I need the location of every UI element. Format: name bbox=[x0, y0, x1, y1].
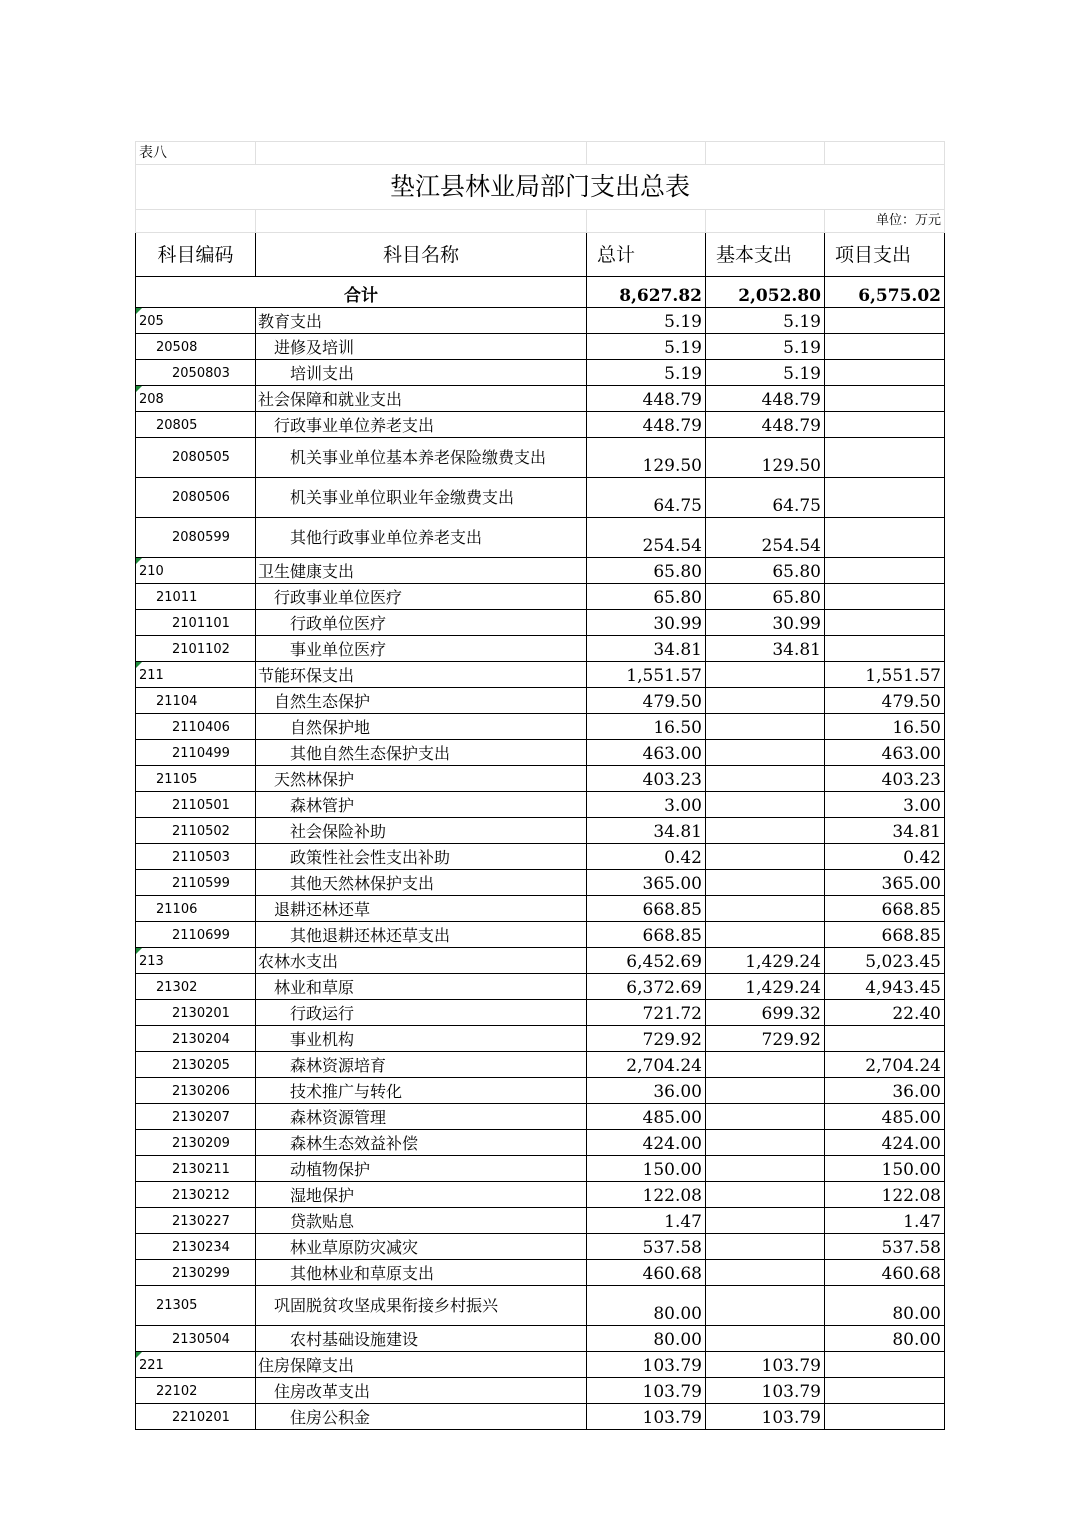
cell-marker bbox=[136, 386, 142, 392]
row-total: 34.81 bbox=[587, 818, 706, 844]
row-code: 21105 bbox=[136, 766, 256, 792]
row-project: 479.50 bbox=[825, 688, 945, 714]
row-total: 1,551.57 bbox=[587, 662, 706, 688]
table-row bbox=[136, 818, 945, 844]
row-name: 事业单位医疗 bbox=[256, 636, 587, 662]
row-name: 行政事业单位养老支出 bbox=[256, 412, 587, 438]
row-basic bbox=[706, 1104, 825, 1130]
row-basic: 5.19 bbox=[706, 334, 825, 360]
table-row bbox=[136, 922, 945, 948]
row-name: 巩固脱贫攻坚成果衔接乡村振兴 bbox=[256, 1286, 587, 1326]
table-row bbox=[136, 584, 945, 610]
row-project bbox=[825, 610, 945, 636]
row-basic: 5.19 bbox=[706, 308, 825, 334]
row-project: 668.85 bbox=[825, 896, 945, 922]
row-basic: 448.79 bbox=[706, 386, 825, 412]
row-basic: 34.81 bbox=[706, 636, 825, 662]
row-project bbox=[825, 412, 945, 438]
header-code: 科目编码 bbox=[136, 233, 256, 277]
row-basic bbox=[706, 714, 825, 740]
table-row bbox=[136, 1234, 945, 1260]
row-code: 2110502 bbox=[136, 818, 256, 844]
row-basic: 103.79 bbox=[706, 1352, 825, 1378]
row-project: 485.00 bbox=[825, 1104, 945, 1130]
row-project: 80.00 bbox=[825, 1326, 945, 1352]
row-code: 2080599 bbox=[136, 518, 256, 558]
header-basic: 基本支出 bbox=[706, 233, 825, 277]
row-name: 机关事业单位基本养老保险缴费支出 bbox=[256, 438, 587, 478]
table-row bbox=[136, 1104, 945, 1130]
table-row bbox=[136, 1352, 945, 1378]
row-total: 103.79 bbox=[587, 1352, 706, 1378]
table-row bbox=[136, 1052, 945, 1078]
row-code: 2130206 bbox=[136, 1078, 256, 1104]
row-project: 2,704.24 bbox=[825, 1052, 945, 1078]
row-project bbox=[825, 558, 945, 584]
row-project bbox=[825, 386, 945, 412]
row-name: 森林生态效益补偿 bbox=[256, 1130, 587, 1156]
row-code: 2110499 bbox=[136, 740, 256, 766]
row-project: 365.00 bbox=[825, 870, 945, 896]
table-row bbox=[136, 1326, 945, 1352]
table-row bbox=[136, 558, 945, 584]
row-project: 34.81 bbox=[825, 818, 945, 844]
row-project: 36.00 bbox=[825, 1078, 945, 1104]
row-name: 行政事业单位医疗 bbox=[256, 584, 587, 610]
row-project: 537.58 bbox=[825, 1234, 945, 1260]
spreadsheet-page bbox=[135, 141, 945, 1430]
row-basic: 1,429.24 bbox=[706, 974, 825, 1000]
header-row bbox=[136, 233, 945, 277]
row-name: 森林资源培育 bbox=[256, 1052, 587, 1078]
row-code: 2130204 bbox=[136, 1026, 256, 1052]
table-row bbox=[136, 948, 945, 974]
row-code: 2050803 bbox=[136, 360, 256, 386]
row-basic bbox=[706, 1286, 825, 1326]
row-name: 卫生健康支出 bbox=[256, 558, 587, 584]
table-row bbox=[136, 518, 945, 558]
row-total: 2,704.24 bbox=[587, 1052, 706, 1078]
row-name: 技术推广与转化 bbox=[256, 1078, 587, 1104]
row-name: 动植物保护 bbox=[256, 1156, 587, 1182]
row-basic: 5.19 bbox=[706, 360, 825, 386]
row-basic bbox=[706, 766, 825, 792]
row-name: 农村基础设施建设 bbox=[256, 1326, 587, 1352]
row-project bbox=[825, 438, 945, 478]
row-total: 1.47 bbox=[587, 1208, 706, 1234]
row-basic bbox=[706, 1208, 825, 1234]
row-total: 5.19 bbox=[587, 334, 706, 360]
row-basic bbox=[706, 1260, 825, 1286]
table-row bbox=[136, 412, 945, 438]
row-code: 221 bbox=[136, 1352, 256, 1378]
row-basic: 65.80 bbox=[706, 558, 825, 584]
table-row bbox=[136, 662, 945, 688]
row-project: 668.85 bbox=[825, 922, 945, 948]
row-code: 2110599 bbox=[136, 870, 256, 896]
row-code: 21104 bbox=[136, 688, 256, 714]
row-basic: 699.32 bbox=[706, 1000, 825, 1026]
row-code: 2101101 bbox=[136, 610, 256, 636]
table-row bbox=[136, 334, 945, 360]
header-name: 科目名称 bbox=[256, 233, 587, 277]
table-row bbox=[136, 714, 945, 740]
row-code: 213 bbox=[136, 948, 256, 974]
row-project: 122.08 bbox=[825, 1182, 945, 1208]
row-code: 2130234 bbox=[136, 1234, 256, 1260]
row-code: 2210201 bbox=[136, 1404, 256, 1430]
row-basic: 103.79 bbox=[706, 1378, 825, 1404]
row-total: 485.00 bbox=[587, 1104, 706, 1130]
table-row bbox=[136, 688, 945, 714]
row-code: 2110406 bbox=[136, 714, 256, 740]
row-basic bbox=[706, 792, 825, 818]
total-total: 8,627.82 bbox=[587, 277, 706, 308]
row-code: 21302 bbox=[136, 974, 256, 1000]
row-name: 林业草原防灾减灾 bbox=[256, 1234, 587, 1260]
row-code: 22102 bbox=[136, 1378, 256, 1404]
row-total: 36.00 bbox=[587, 1078, 706, 1104]
row-total: 6,452.69 bbox=[587, 948, 706, 974]
row-total: 150.00 bbox=[587, 1156, 706, 1182]
row-total: 365.00 bbox=[587, 870, 706, 896]
row-basic: 729.92 bbox=[706, 1026, 825, 1052]
header-project: 项目支出 bbox=[825, 233, 945, 277]
row-code: 2130227 bbox=[136, 1208, 256, 1234]
cell-marker bbox=[136, 558, 142, 564]
row-total: 668.85 bbox=[587, 896, 706, 922]
row-code: 2080505 bbox=[136, 438, 256, 478]
row-total: 448.79 bbox=[587, 412, 706, 438]
row-basic bbox=[706, 688, 825, 714]
row-total: 668.85 bbox=[587, 922, 706, 948]
table-row bbox=[136, 740, 945, 766]
row-total: 254.54 bbox=[587, 518, 706, 558]
row-project: 22.40 bbox=[825, 1000, 945, 1026]
table-row bbox=[136, 1404, 945, 1430]
row-basic: 254.54 bbox=[706, 518, 825, 558]
row-basic: 65.80 bbox=[706, 584, 825, 610]
row-code: 21305 bbox=[136, 1286, 256, 1326]
row-name: 住房公积金 bbox=[256, 1404, 587, 1430]
row-name: 森林资源管理 bbox=[256, 1104, 587, 1130]
row-total: 65.80 bbox=[587, 584, 706, 610]
row-name: 行政单位医疗 bbox=[256, 610, 587, 636]
table-row bbox=[136, 792, 945, 818]
cell-marker bbox=[136, 308, 142, 314]
row-total: 424.00 bbox=[587, 1130, 706, 1156]
row-basic bbox=[706, 1130, 825, 1156]
row-code: 21011 bbox=[136, 584, 256, 610]
row-project bbox=[825, 1378, 945, 1404]
row-project bbox=[825, 308, 945, 334]
row-basic: 103.79 bbox=[706, 1404, 825, 1430]
row-code: 2130212 bbox=[136, 1182, 256, 1208]
row-basic: 1,429.24 bbox=[706, 948, 825, 974]
table-row bbox=[136, 1286, 945, 1326]
row-total: 129.50 bbox=[587, 438, 706, 478]
row-name: 其他退耕还林还草支出 bbox=[256, 922, 587, 948]
row-basic bbox=[706, 844, 825, 870]
row-name: 住房保障支出 bbox=[256, 1352, 587, 1378]
row-name: 教育支出 bbox=[256, 308, 587, 334]
row-code: 208 bbox=[136, 386, 256, 412]
row-project bbox=[825, 1352, 945, 1378]
row-basic: 64.75 bbox=[706, 478, 825, 518]
row-basic bbox=[706, 1156, 825, 1182]
row-basic bbox=[706, 870, 825, 896]
row-code: 2110503 bbox=[136, 844, 256, 870]
row-name: 行政运行 bbox=[256, 1000, 587, 1026]
row-basic bbox=[706, 662, 825, 688]
row-project: 4,943.45 bbox=[825, 974, 945, 1000]
row-project: 5,023.45 bbox=[825, 948, 945, 974]
row-code: 2110699 bbox=[136, 922, 256, 948]
row-code: 21106 bbox=[136, 896, 256, 922]
table-row bbox=[136, 1156, 945, 1182]
table-row bbox=[136, 610, 945, 636]
row-total: 34.81 bbox=[587, 636, 706, 662]
row-name: 其他自然生态保护支出 bbox=[256, 740, 587, 766]
row-name: 自然保护地 bbox=[256, 714, 587, 740]
table-row bbox=[136, 360, 945, 386]
table-row bbox=[136, 1130, 945, 1156]
row-code: 2130201 bbox=[136, 1000, 256, 1026]
row-name: 其他行政事业单位养老支出 bbox=[256, 518, 587, 558]
row-name: 自然生态保护 bbox=[256, 688, 587, 714]
table-row bbox=[136, 1208, 945, 1234]
row-total: 403.23 bbox=[587, 766, 706, 792]
row-total: 721.72 bbox=[587, 1000, 706, 1026]
row-total: 80.00 bbox=[587, 1286, 706, 1326]
table-row bbox=[136, 870, 945, 896]
row-basic bbox=[706, 922, 825, 948]
row-name: 其他林业和草原支出 bbox=[256, 1260, 587, 1286]
row-name: 森林管护 bbox=[256, 792, 587, 818]
table-row bbox=[136, 438, 945, 478]
row-project bbox=[825, 584, 945, 610]
row-name: 机关事业单位职业年金缴费支出 bbox=[256, 478, 587, 518]
row-code: 211 bbox=[136, 662, 256, 688]
row-project: 463.00 bbox=[825, 740, 945, 766]
row-basic bbox=[706, 1234, 825, 1260]
row-total: 479.50 bbox=[587, 688, 706, 714]
row-code: 2130211 bbox=[136, 1156, 256, 1182]
total-project: 6,575.02 bbox=[825, 277, 945, 308]
row-project: 460.68 bbox=[825, 1260, 945, 1286]
row-name: 节能环保支出 bbox=[256, 662, 587, 688]
table-row bbox=[136, 308, 945, 334]
row-project: 16.50 bbox=[825, 714, 945, 740]
cell-marker bbox=[136, 1352, 142, 1358]
row-code: 2130205 bbox=[136, 1052, 256, 1078]
row-total: 64.75 bbox=[587, 478, 706, 518]
row-basic bbox=[706, 1182, 825, 1208]
row-total: 448.79 bbox=[587, 386, 706, 412]
row-basic bbox=[706, 1052, 825, 1078]
row-total: 65.80 bbox=[587, 558, 706, 584]
total-label: 合计 bbox=[136, 277, 587, 308]
row-total: 537.58 bbox=[587, 1234, 706, 1260]
row-code: 210 bbox=[136, 558, 256, 584]
row-project: 424.00 bbox=[825, 1130, 945, 1156]
row-total: 3.00 bbox=[587, 792, 706, 818]
row-project: 0.42 bbox=[825, 844, 945, 870]
row-total: 460.68 bbox=[587, 1260, 706, 1286]
row-code: 2130504 bbox=[136, 1326, 256, 1352]
row-total: 80.00 bbox=[587, 1326, 706, 1352]
row-basic: 448.79 bbox=[706, 412, 825, 438]
row-project: 403.23 bbox=[825, 766, 945, 792]
sheet-label: 表八 bbox=[136, 142, 256, 165]
row-code: 2130209 bbox=[136, 1130, 256, 1156]
row-code: 2101102 bbox=[136, 636, 256, 662]
row-project bbox=[825, 636, 945, 662]
row-basic bbox=[706, 1326, 825, 1352]
total-basic: 2,052.80 bbox=[706, 277, 825, 308]
row-code: 2080506 bbox=[136, 478, 256, 518]
row-total: 30.99 bbox=[587, 610, 706, 636]
row-name: 天然林保护 bbox=[256, 766, 587, 792]
row-basic bbox=[706, 818, 825, 844]
row-project bbox=[825, 360, 945, 386]
row-code: 2110501 bbox=[136, 792, 256, 818]
total-row bbox=[136, 277, 945, 308]
row-project bbox=[825, 518, 945, 558]
row-total: 5.19 bbox=[587, 308, 706, 334]
row-name: 事业机构 bbox=[256, 1026, 587, 1052]
row-total: 103.79 bbox=[587, 1404, 706, 1430]
row-name: 农林水支出 bbox=[256, 948, 587, 974]
table-row bbox=[136, 766, 945, 792]
row-total: 6,372.69 bbox=[587, 974, 706, 1000]
table-row bbox=[136, 896, 945, 922]
row-name: 培训支出 bbox=[256, 360, 587, 386]
row-code: 2130207 bbox=[136, 1104, 256, 1130]
row-total: 0.42 bbox=[587, 844, 706, 870]
table-row bbox=[136, 1378, 945, 1404]
row-project bbox=[825, 478, 945, 518]
row-code: 20805 bbox=[136, 412, 256, 438]
row-name: 进修及培训 bbox=[256, 334, 587, 360]
table-row bbox=[136, 1260, 945, 1286]
row-code: 205 bbox=[136, 308, 256, 334]
cell-marker bbox=[136, 662, 142, 668]
row-total: 122.08 bbox=[587, 1182, 706, 1208]
row-basic bbox=[706, 896, 825, 922]
row-name: 政策性社会性支出补助 bbox=[256, 844, 587, 870]
row-project: 1.47 bbox=[825, 1208, 945, 1234]
row-project: 1,551.57 bbox=[825, 662, 945, 688]
page-title: 垫江县林业局部门支出总表 bbox=[136, 165, 945, 210]
row-project: 80.00 bbox=[825, 1286, 945, 1326]
row-total: 5.19 bbox=[587, 360, 706, 386]
header-total: 总计 bbox=[587, 233, 706, 277]
table-row bbox=[136, 478, 945, 518]
row-basic bbox=[706, 740, 825, 766]
table-row bbox=[136, 1078, 945, 1104]
table-row bbox=[136, 636, 945, 662]
row-name: 社会保险补助 bbox=[256, 818, 587, 844]
table-row bbox=[136, 1026, 945, 1052]
row-basic: 129.50 bbox=[706, 438, 825, 478]
row-total: 463.00 bbox=[587, 740, 706, 766]
row-project bbox=[825, 1404, 945, 1430]
row-total: 103.79 bbox=[587, 1378, 706, 1404]
row-total: 16.50 bbox=[587, 714, 706, 740]
row-code: 20508 bbox=[136, 334, 256, 360]
table-row bbox=[136, 386, 945, 412]
row-name: 林业和草原 bbox=[256, 974, 587, 1000]
row-name: 住房改革支出 bbox=[256, 1378, 587, 1404]
row-name: 湿地保护 bbox=[256, 1182, 587, 1208]
row-basic bbox=[706, 1078, 825, 1104]
row-project: 3.00 bbox=[825, 792, 945, 818]
row-project bbox=[825, 334, 945, 360]
table-row bbox=[136, 974, 945, 1000]
row-code: 2130299 bbox=[136, 1260, 256, 1286]
row-project bbox=[825, 1026, 945, 1052]
row-basic: 30.99 bbox=[706, 610, 825, 636]
cell-marker bbox=[136, 948, 142, 954]
table-row bbox=[136, 844, 945, 870]
row-name: 社会保障和就业支出 bbox=[256, 386, 587, 412]
table-row bbox=[136, 1182, 945, 1208]
row-project: 150.00 bbox=[825, 1156, 945, 1182]
table-row bbox=[136, 1000, 945, 1026]
row-total: 729.92 bbox=[587, 1026, 706, 1052]
unit-label: 单位：万元 bbox=[825, 210, 945, 233]
row-name: 贷款贴息 bbox=[256, 1208, 587, 1234]
expenditure-table bbox=[135, 141, 945, 1430]
row-name: 其他天然林保护支出 bbox=[256, 870, 587, 896]
row-name: 退耕还林还草 bbox=[256, 896, 587, 922]
